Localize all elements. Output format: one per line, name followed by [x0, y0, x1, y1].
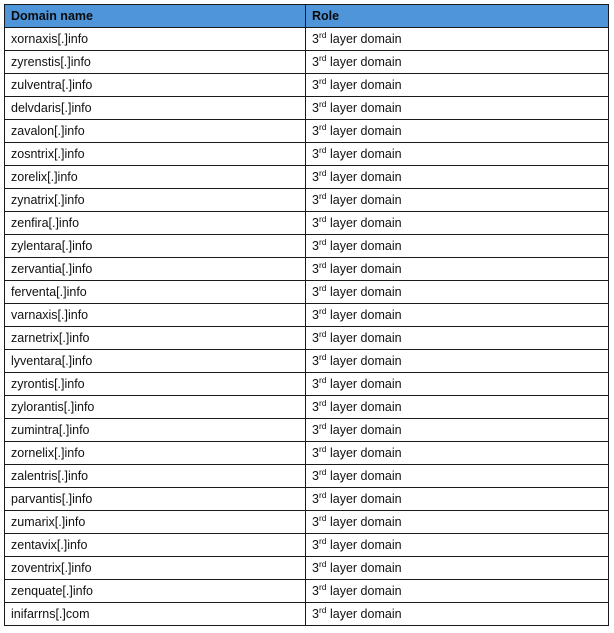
- role-text: layer domain: [326, 32, 402, 46]
- domain-cell: zumintra[.]info: [5, 419, 306, 442]
- role-text: layer domain: [326, 147, 402, 161]
- role-cell: [306, 304, 609, 327]
- role-text: layer domain: [326, 423, 402, 437]
- role-ordinal-suffix: rd: [318, 144, 327, 155]
- header-domain-name: Domain name: [5, 5, 306, 28]
- role-cell: [306, 419, 609, 442]
- domain-cell: zulventra[.]info: [5, 74, 306, 97]
- table-body: [5, 28, 609, 626]
- domain-cell: zylorantis[.]info: [5, 396, 306, 419]
- role-cell: [306, 74, 609, 97]
- domain-cell: zornelix[.]info: [5, 442, 306, 465]
- domain-cell: zumarix[.]info: [5, 511, 306, 534]
- table-row: [5, 396, 609, 419]
- role-cell: [306, 189, 609, 212]
- role-ordinal-suffix: rd: [318, 236, 327, 247]
- role-cell: [306, 235, 609, 258]
- role-ordinal-suffix: rd: [318, 489, 327, 500]
- role-ordinal-number: 3: [312, 147, 319, 161]
- table-row: [5, 350, 609, 373]
- domain-cell: zenquate[.]info: [5, 580, 306, 603]
- role-ordinal-suffix: rd: [318, 29, 327, 40]
- role-cell: [306, 442, 609, 465]
- role-text: layer domain: [326, 285, 402, 299]
- role-ordinal-number: 3: [312, 492, 319, 506]
- domain-cell: zervantia[.]info: [5, 258, 306, 281]
- role-ordinal-number: 3: [312, 101, 319, 115]
- role-cell: [306, 488, 609, 511]
- role-text: layer domain: [326, 469, 402, 483]
- role-text: layer domain: [326, 584, 402, 598]
- role-cell: [306, 281, 609, 304]
- role-text: layer domain: [326, 400, 402, 414]
- role-ordinal-number: 3: [312, 193, 319, 207]
- role-text: layer domain: [326, 216, 402, 230]
- role-ordinal-suffix: rd: [318, 397, 327, 408]
- role-ordinal-suffix: rd: [318, 282, 327, 293]
- role-ordinal-suffix: rd: [318, 443, 327, 454]
- table-row: [5, 28, 609, 51]
- role-ordinal-suffix: rd: [318, 351, 327, 362]
- table-row: [5, 281, 609, 304]
- role-cell: [306, 534, 609, 557]
- role-ordinal-suffix: rd: [318, 466, 327, 477]
- role-ordinal-suffix: rd: [318, 190, 327, 201]
- role-cell: [306, 258, 609, 281]
- role-cell: [306, 580, 609, 603]
- role-ordinal-number: 3: [312, 446, 319, 460]
- role-cell: [306, 97, 609, 120]
- role-ordinal-number: 3: [312, 538, 319, 552]
- domain-cell: zalentris[.]info: [5, 465, 306, 488]
- role-cell: [306, 327, 609, 350]
- role-cell: [306, 557, 609, 580]
- table-row: [5, 258, 609, 281]
- table-row: [5, 442, 609, 465]
- table-row: [5, 143, 609, 166]
- role-ordinal-number: 3: [312, 32, 319, 46]
- role-ordinal-suffix: rd: [318, 52, 327, 63]
- role-cell: [306, 373, 609, 396]
- role-cell: [306, 143, 609, 166]
- role-text: layer domain: [326, 377, 402, 391]
- table-row: [5, 465, 609, 488]
- role-text: layer domain: [326, 308, 402, 322]
- role-cell: [306, 166, 609, 189]
- role-text: layer domain: [326, 492, 402, 506]
- role-text: layer domain: [326, 446, 402, 460]
- domain-cell: zorelix[.]info: [5, 166, 306, 189]
- role-ordinal-number: 3: [312, 308, 319, 322]
- role-text: layer domain: [326, 193, 402, 207]
- role-text: layer domain: [326, 607, 402, 621]
- table-row: [5, 166, 609, 189]
- role-cell: [306, 212, 609, 235]
- role-text: layer domain: [326, 538, 402, 552]
- role-ordinal-number: 3: [312, 170, 319, 184]
- role-ordinal-number: 3: [312, 239, 319, 253]
- role-text: layer domain: [326, 124, 402, 138]
- header-row: [5, 5, 609, 28]
- role-ordinal-suffix: rd: [318, 98, 327, 109]
- role-ordinal-number: 3: [312, 331, 319, 345]
- role-ordinal-number: 3: [312, 55, 319, 69]
- role-ordinal-suffix: rd: [318, 259, 327, 270]
- role-ordinal-number: 3: [312, 216, 319, 230]
- role-ordinal-number: 3: [312, 377, 319, 391]
- domain-cell: zoventrix[.]info: [5, 557, 306, 580]
- role-cell: [306, 350, 609, 373]
- table-row: [5, 189, 609, 212]
- role-text: layer domain: [326, 170, 402, 184]
- role-text: layer domain: [326, 262, 402, 276]
- domain-table: [4, 4, 609, 626]
- role-ordinal-suffix: rd: [318, 75, 327, 86]
- role-cell: [306, 603, 609, 626]
- role-ordinal-suffix: rd: [318, 121, 327, 132]
- role-ordinal-number: 3: [312, 400, 319, 414]
- domain-cell: xornaxis[.]info: [5, 28, 306, 51]
- role-ordinal-suffix: rd: [318, 581, 327, 592]
- domain-table-container: [4, 4, 608, 626]
- table-row: [5, 580, 609, 603]
- table-row: [5, 51, 609, 74]
- role-text: layer domain: [326, 515, 402, 529]
- role-ordinal-suffix: rd: [318, 604, 327, 615]
- role-text: layer domain: [326, 331, 402, 345]
- role-ordinal-number: 3: [312, 285, 319, 299]
- table-header: [5, 5, 609, 28]
- table-row: [5, 74, 609, 97]
- table-row: [5, 97, 609, 120]
- domain-cell: varnaxis[.]info: [5, 304, 306, 327]
- domain-cell: zynatrix[.]info: [5, 189, 306, 212]
- role-ordinal-number: 3: [312, 607, 319, 621]
- domain-cell: zosntrix[.]info: [5, 143, 306, 166]
- domain-cell: ferventa[.]info: [5, 281, 306, 304]
- table-row: [5, 603, 609, 626]
- role-ordinal-suffix: rd: [318, 374, 327, 385]
- table-row: [5, 534, 609, 557]
- role-ordinal-suffix: rd: [318, 558, 327, 569]
- role-ordinal-suffix: rd: [318, 305, 327, 316]
- domain-cell: inifarrns[.]com: [5, 603, 306, 626]
- table-row: [5, 488, 609, 511]
- domain-cell: zenfira[.]info: [5, 212, 306, 235]
- domain-cell: parvantis[.]info: [5, 488, 306, 511]
- role-ordinal-suffix: rd: [318, 167, 327, 178]
- role-ordinal-number: 3: [312, 515, 319, 529]
- role-cell: [306, 51, 609, 74]
- role-ordinal-number: 3: [312, 354, 319, 368]
- table-row: [5, 235, 609, 258]
- role-ordinal-suffix: rd: [318, 535, 327, 546]
- table-row: [5, 557, 609, 580]
- role-ordinal-number: 3: [312, 124, 319, 138]
- role-cell: [306, 28, 609, 51]
- role-text: layer domain: [326, 78, 402, 92]
- table-row: [5, 327, 609, 350]
- role-ordinal-number: 3: [312, 469, 319, 483]
- domain-cell: zarnetrix[.]info: [5, 327, 306, 350]
- domain-cell: zylentara[.]info: [5, 235, 306, 258]
- table-row: [5, 419, 609, 442]
- role-text: layer domain: [326, 239, 402, 253]
- table-row: [5, 212, 609, 235]
- role-ordinal-suffix: rd: [318, 512, 327, 523]
- role-ordinal-number: 3: [312, 262, 319, 276]
- role-text: layer domain: [326, 55, 402, 69]
- role-ordinal-suffix: rd: [318, 328, 327, 339]
- role-cell: [306, 465, 609, 488]
- domain-cell: zyrontis[.]info: [5, 373, 306, 396]
- role-ordinal-number: 3: [312, 561, 319, 575]
- domain-cell: zentavix[.]info: [5, 534, 306, 557]
- role-ordinal-number: 3: [312, 423, 319, 437]
- role-text: layer domain: [326, 354, 402, 368]
- domain-cell: delvdaris[.]info: [5, 97, 306, 120]
- role-ordinal-number: 3: [312, 78, 319, 92]
- role-cell: [306, 511, 609, 534]
- header-role: Role: [306, 5, 609, 28]
- role-ordinal-number: 3: [312, 584, 319, 598]
- role-text: layer domain: [326, 101, 402, 115]
- role-text: layer domain: [326, 561, 402, 575]
- table-row: [5, 304, 609, 327]
- table-row: [5, 511, 609, 534]
- role-cell: [306, 396, 609, 419]
- table-row: [5, 120, 609, 143]
- domain-cell: zyrenstis[.]info: [5, 51, 306, 74]
- domain-cell: lyventara[.]info: [5, 350, 306, 373]
- domain-cell: zavalon[.]info: [5, 120, 306, 143]
- role-ordinal-suffix: rd: [318, 213, 327, 224]
- table-row: [5, 373, 609, 396]
- role-cell: [306, 120, 609, 143]
- role-ordinal-suffix: rd: [318, 420, 327, 431]
